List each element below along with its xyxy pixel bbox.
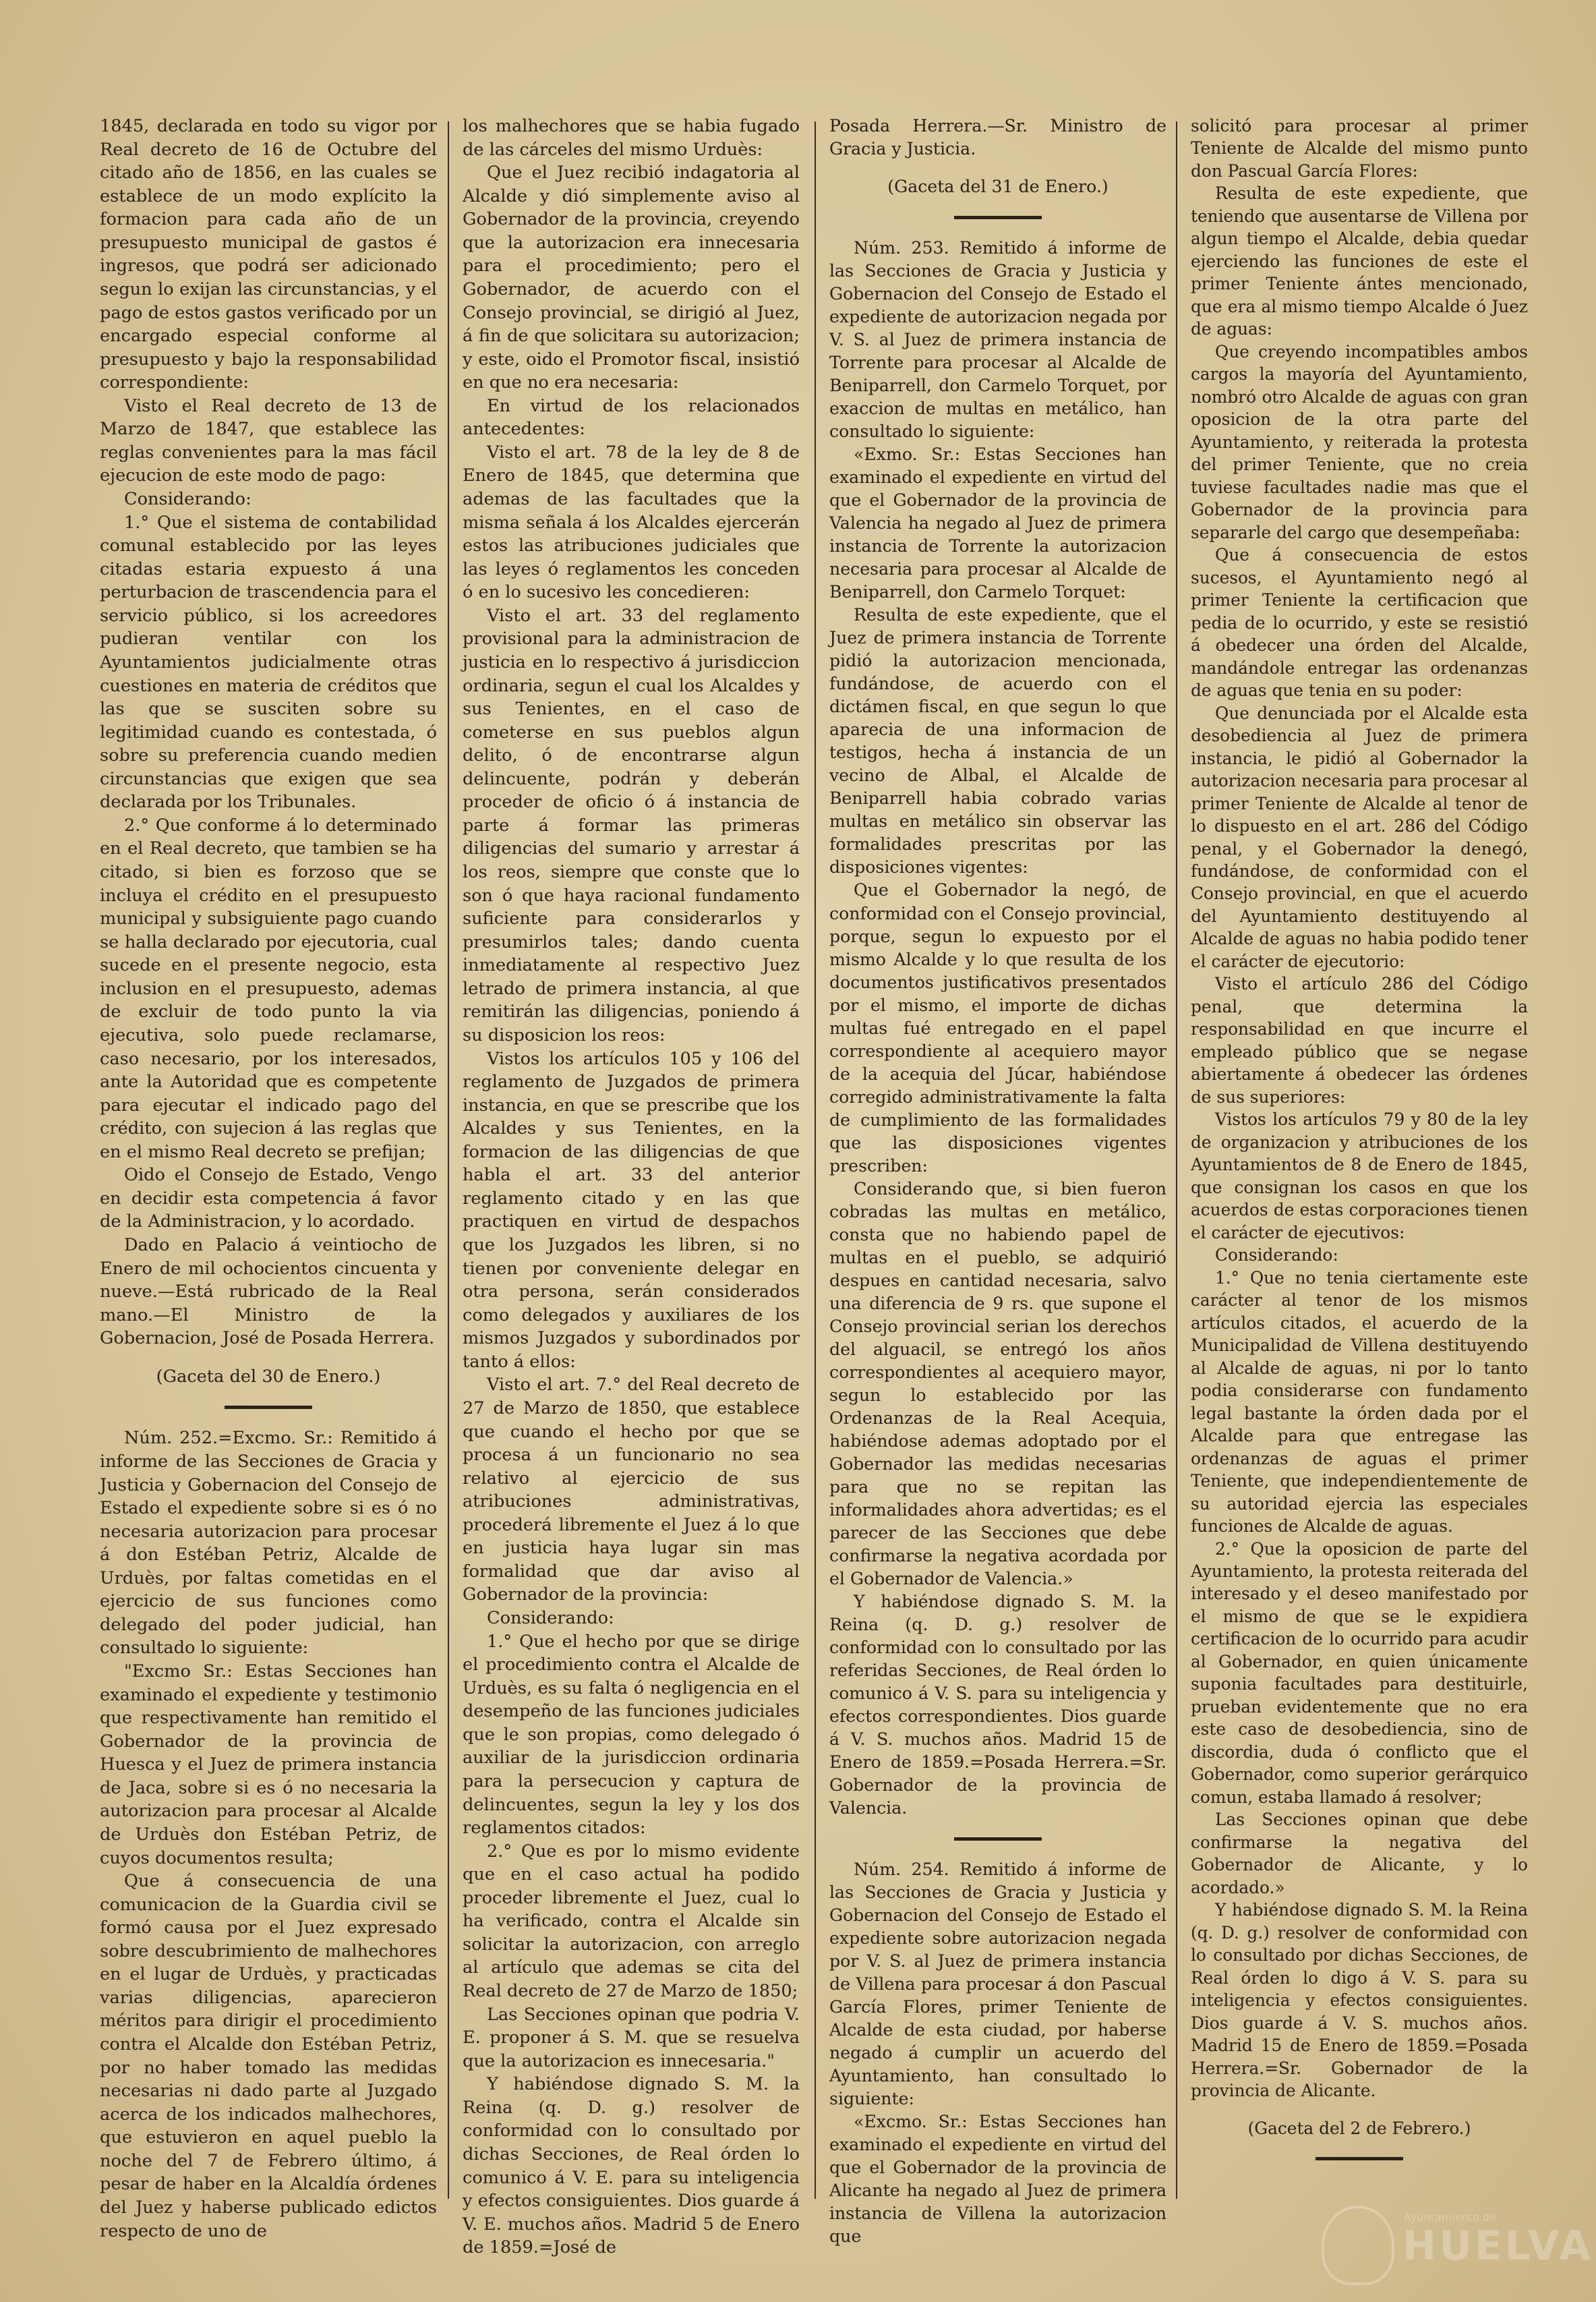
paragraph: "Excmo Sr.: Estas Secciones han examinado el expediente y testimonio que respectivamente han remitido el Gobernador de la provincia de Huesca y el Juez de primera instancia de Jaca, sobre si es ó no necesaria la autorizacion para procesar al Alcalde de Urduès don Estéban Petriz, de cuyos documentos resulta; (100, 1661, 437, 1868)
gazette-citation: (Gaceta del 30 de Enero.) (156, 1366, 381, 1387)
paragraph: Las Secciones opinan que debe confirmarse la negativa del Gobernador de Alicante, y lo acordado.» (1191, 1810, 1528, 1897)
paragraph: Posada Herrera.—Sr. Ministro de Gracia y Justicia. (829, 116, 1166, 159)
paragraph: Vistos los artículos 105 y 106 del reglamento de Juzgados de primera instancia, en que se prescribe que los Alcaldes y sus Tenientes, en la formacion de las diligencias de que habla el art. 33 del anterior reglamento citado y en las que practiquen en virtud de despachos que los Juzgados les libren, si no tienen por conveniente delegar en otra persona, serán considerados como delegados y auxiliares de los mismos Juzgados y subordinados por tanto á ellos: (463, 1048, 800, 1372)
paragraph: Núm. 254. Remitido á informe de las Secciones de Gracia y Justicia y Gobernacion del Consejo de Estado el expediente sobre autorizacion negada por V. S. al Juez de primera instancia de Villena para procesar á don Pascual García Flores, primer Teniente de Alcalde de esta ciudad, por haberse negado á cumplir un acuerdo del Ayuntamiento, han consultado lo siguiente: (829, 1860, 1166, 2109)
city-seal-icon (1322, 2206, 1394, 2285)
paragraph: Que á consecuencia de estos sucesos, el Ayuntamiento negó al primer Teniente la certificacion que pedia de lo ocurrido, y este se resistió á obedecer una órden del Alcalde, mandándole entregar las ordenanzas de aguas que tenia en su poder: (1191, 545, 1528, 701)
paragraph: Que denunciada por el Alcalde esta desobediencia al Juez de primera instancia, le pidió al Gobernador la autorizacion necesaria para procesar al primer Teniente de Alcalde al tenor de lo dispuesto en el art. 286 del Código penal, y el Gobernador la denegó, fundándose, de conformidad con el Consejo provincial, en que el acuerdo del Ayuntamiento destituyendo al Alcalde de aguas no habia podido tener el carácter de ejecutorio: (1191, 703, 1528, 971)
paragraph: Que creyendo incompatibles ambos cargos la mayoría del Ayuntamiento, nombró otro Alcalde de aguas con gran oposicion de la otra parte del Ayuntamiento, y reiterada la protesta del primer Teniente, que no creia tuviese facultades nadie mas que el Gobernador de la provincia para separarle del cargo que desempeñaba: (1191, 341, 1528, 542)
paragraph: Considerando que, si bien fueron cobradas las multas en metálico, consta que no habiendo papel de multas en el pueblo, se adquirió despues en cantidad necesaria, salvo una diferencia de 9 rs. que supone el Consejo provincial serian los derechos del alguacil, se entregó los años correspondientes al acequiero mayor, segun lo establecido por las Ordenanzas de la Real Acequia, habiéndose ademas adoptado por el Gobernador las medidas necesarias para que no se repitan las informalidades ahora advertidas; es el parecer de las Secciones que debe confirmarse la negativa acordada por el Gobernador de Valencia.» (829, 1178, 1166, 1588)
column-divider (815, 121, 816, 2199)
paragraph: Vistos los artículos 79 y 80 de la ley de organizacion y atribuciones de los Ayuntamientos de 8 de Enero de 1845, que consignan los casos en que los acuerdos de estas corporaciones tienen el carácter de ejecutivos: (1191, 1110, 1528, 1242)
paragraph: Visto el artículo 286 del Código penal, que determina la responsabilidad en que incurre el empleado público que se negase abiertamente á obedecer las órdenes de sus superiores: (1191, 974, 1528, 1107)
paragraph: los malhechores que se habia fugado de las cárceles del mismo Urduès: (463, 116, 800, 160)
paragraph: Las Secciones opinan que podria V. E. proponer á S. M. que se resuelva que la autorizacion es innecesaria." (463, 2004, 800, 2071)
paragraph: Y habiéndose dignado S. M. la Reina (q. D. g.) resolver de conformidad con lo consultado por dichas Secciones, de Real órden lo digo á V. S. para su inteligencia y efectos consiguientes. Dios guarde á V. S. muchos años. Madrid 15 de Enero de 1859.=Posada Herrera.=Sr. Gobernador de la provincia de Alicante. (1191, 1900, 1528, 2101)
watermark-subtitle: Ayuntamiento de (1404, 2211, 1496, 2224)
paragraph: 1845, declarada en todo su vigor por Real decreto de 16 de Octubre del citado año de 1856, en las cuales se establece de un modo explícito la formacion para cada año de un presupuesto municipal de gastos é ingresos, que podrá ser adicionado segun lo exijan las circunstancias, y el pago de estos gastos verificado por un encargado especial conforme al presupuesto y bajo la responsabilidad correspondiente: (100, 116, 437, 393)
section-rule (954, 216, 1042, 219)
paragraph: Que el Juez recibió indagatoria al Alcalde y dió simplemente aviso al Gobernador de la provincia, creyendo que la autorizacion era innecesaria para el procedimiento; pero el Gobernador, de acuerdo con el Consejo provincial, se dirigió al Juez, á fin de que solicitara su autorizacion; y este, oido el Promotor fiscal, insistió en que no era necesaria: (463, 163, 800, 393)
text-column-2 (463, 115, 800, 2260)
paragraph: Visto el art. 7.° del Real decreto de 27 de Marzo de 1850, que establece que cuando el hecho por que se procesa á un funcionario no sea relativo al ejercicio de sus atribuciones administrativas, procederá libremente el Juez á lo que en justicia haya lugar sin mas formalidad que dar aviso al Gobernador de la provincia: (463, 1375, 800, 1605)
text-column-4 (1191, 115, 1528, 2178)
text-column-1 (100, 115, 437, 2243)
paragraph: 2.° Que la oposicion de parte del Ayuntamiento, la protesta reiterada del interesado y el deseo manifestado por el mismo de que se le expidiera certificacion de lo ocurrido para acudir al Gobernador, en quien únicamente suponia facultades para destituirle, prueban evidentemente que no era este caso de desobediencia, sino de discordia, duda ó conflicto que el Gobernador, como superior gerárquico comun, estaba llamado á resolver; (1191, 1538, 1528, 1807)
paragraph: 1.° Que el sistema de contabilidad comunal establecido por las leyes citadas estaria expuesto á una perturbacion de trascendencia para el servicio público, si los acreedores pudieran ventilar con los Ayuntamientos judicialmente otras cuestiones en materia de créditos que las que se susciten sobre su legitimidad cuando es contestada, ó sobre su preferencia cuando medien circunstancias que exigen que sea declarada por los Tribunales. (100, 512, 437, 813)
section-rule (954, 1837, 1042, 1841)
paragraph: Dado en Palacio á veintiocho de Enero de mil ochocientos cincuenta y nueve.—Está rubricado de la Real mano.—El Ministro de la Gobernacion, José de Posada Herrera. (100, 1235, 437, 1349)
paragraph: Visto el art. 33 del reglamento provisional para la administracion de justicia en lo respectivo á jurisdiccion ordinaria, segun el cual los Alcaldes y sus Tenientes, en el caso de cometerse en sus pueblos algun delito, ó de encontrarse algun delincuente, podrán y deberán proceder de oficio ó á instancia de parte á formar las primeras diligencias del sumario y arrestar á los reos, siempre que conste que lo son ó que haya racional fundamento suficiente para considerarlos y presumirlos tales; dando cuenta inmediatamente al respectivo Juez letrado de primera instancia, al que remitirán las diligencias, poniendo á su disposicion los reos: (463, 605, 800, 1045)
section-rule (225, 1406, 312, 1409)
gazette-citation: (Gaceta del 31 de Enero.) (887, 177, 1109, 197)
paragraph: Considerando: (124, 489, 252, 509)
archive-watermark (1315, 2192, 1593, 2286)
paragraph: Núm. 253. Remitido á informe de las Secciones de Gracia y Justicia y Gobernacion del Consejo de Estado el expediente de autorizacion negada por V. S. al Juez de primera instancia de Torrente para procesar al Alcalde de Beniparrell, don Carmelo Torquet, por exaccion de multas en metálico, han consultado lo siguiente: (829, 238, 1166, 442)
column-divider (1176, 121, 1177, 2199)
paragraph: Visto el Real decreto de 13 de Marzo de 1847, que establece las reglas convenientes para la mas fácil ejecucion de este modo de pago: (100, 395, 437, 486)
gazette-citation: (Gaceta del 2 de Febrero.) (1247, 2118, 1471, 2138)
paragraph: Considerando: (487, 1608, 614, 1628)
paragraph: Oido el Consejo de Estado, Vengo en decidir esta competencia á favor de la Administracion, y lo acordado. (100, 1165, 437, 1232)
paragraph: «Exmo. Sr.: Estas Secciones han examinado el expediente en virtud del que el Gobernador de la provincia de Valencia ha negado al Juez de primera instancia de Torrente la autorizacion necesaria para procesar al Alcalde de Beniparrell, don Carmelo Torquet: (829, 444, 1166, 602)
paragraph: En virtud de los relacionados antecedentes: (463, 395, 800, 440)
paragraph: Que el Gobernador la negó, de conformidad con el Consejo provincial, porque, segun lo expuesto por el mismo Alcalde y lo que resulta de los documentos justificativos presentados por el mismo, el importe de dichas multas fué entregado en el papel correspondiente al acequiero mayor de la acequia del Júcar, habiéndose corregido administrativamente la falta de cumplimiento de las formalidades que las disposiciones vigentes prescriben: (829, 880, 1166, 1176)
paragraph: Resulta de este expediente, que el Juez de primera instancia de Torrente pidió la autorizacion mencionada, fundándose, de acuerdo con el dictámen fiscal, en que segun lo que aparecia de una informacion de testigos, hecha á instancia de un vecino de Albal, el Alcalde de Beniparrell habia cobrado varias multas en metálico sin observar las formalidades prescritas por las disposiciones vigentes: (829, 605, 1166, 877)
paragraph: 1.° Que el hecho por que se dirige el procedimiento contra el Alcalde de Urduès, es su falta ó negligencia en el desempeño de las funciones judiciales que le son propias, como delegado ó auxiliar de la jurisdiccion ordinaria para la persecucion y captura de delincuentes, segun la ley y los dos reglamentos citados: (463, 1631, 800, 1839)
paragraph: solicitó para procesar al primer Teniente de Alcalde del mismo punto don Pascual García Flores: (1191, 116, 1528, 181)
column-divider (448, 121, 449, 2199)
paragraph: 2.° Que es por lo mismo evidente que en el caso actual ha podido proceder libremente el Juez, cual lo ha verificado, contra el Alcalde sin solicitar la autorizacion, con arreglo al artículo que ademas se cita del Real decreto de 27 de Marzo de 1850; (463, 1841, 800, 2001)
paragraph: Visto el art. 78 de la ley de 8 de Enero de 1845, que determina que ademas de las facultades que la misma señala á los Alcaldes ejercerán estos las atribuciones judiciales que las leyes ó reglamentos les conceden ó en lo sucesivo les concedieren: (463, 442, 800, 603)
paragraph: Núm. 252.=Excmo. Sr.: Remitido á informe de las Secciones de Gracia y Justicia y Gobernacion del Consejo de Estado el expediente sobre si es ó no necesaria autorizacion para procesar á don Estéban Petriz, Alcalde de Urduès, por faltas cometidas en el ejercicio de sus funciones como delegado del poder judicial, han consultado lo siguiente: (100, 1428, 437, 1659)
paragraph: Y habiéndose dignado S. M. la Reina (q. D. g.) resolver de conformidad con lo consultado por dichas Secciones, de Real órden lo comunico á V. E. para su inteligencia y efectos consiguientes. Dios guarde á V. E. muchos años. Madrid 5 de Enero de 1859.=José de (463, 2074, 800, 2258)
text-column-3 (829, 115, 1166, 2248)
paragraph: Y habiéndose dignado S. M. la Reina (q. D. g.) resolver de conformidad con lo consultado por las referidas Secciones, de Real órden lo comunico á V. S. para su inteligencia y efectos correspondientes. Dios guarde á V. S. muchos años. Madrid 15 de Enero de 1859.=Posada Herrera.=Sr. Gobernador de la provincia de Valencia. (829, 1591, 1166, 1818)
paragraph: 1.° Que no tenia ciertamente este carácter al tenor de los mismos artículos citados, el acuerdo de la Municipalidad de Villena destituyendo al Alcalde de aguas, ni por lo tanto podia considerarse con fundamento legal bastante la órden dada por el Alcalde para que entregase las ordenanzas de aguas el primer Teniente, que independientemente de su autoridad ejercia las especiales funciones de Alcalde de aguas. (1191, 1267, 1528, 1536)
paragraph: Que á consecuencia de una comunicacion de la Guardia civil se formó causa por el Juez expresado sobre descubrimiento de malhechores en el lugar de Urduès, y practicadas varias diligencias, aparecieron méritos para dirigir el procedimiento contra el Alcalde don Estéban Petriz, por no haber tomado las medidas necesarias ni dado parte al Juzgado acerca de los indicados malhechores, que estuvieron en aquel pueblo la noche del 7 de Febrero último, á pesar de haber en la Alcaldía órdenes del Juez y haberse publicado edictos respecto de uno de (100, 1871, 437, 2241)
watermark-name: HUELVA (1402, 2222, 1593, 2270)
section-rule (1316, 2157, 1403, 2160)
paragraph: «Excmo. Sr.: Estas Secciones han examinado el expediente en virtud del que el Gobernador de la provincia de Alicante ha negado al Juez de primera instancia de Villena la autorizacion que (829, 2112, 1166, 2247)
paragraph: Resulta de este expediente, que teniendo que ausentarse de Villena por algun tiempo el Alcalde, debia quedar ejerciendo las funciones de este el primer Teniente ántes mencionado, que era al mismo tiempo Alcalde ó Juez de aguas: (1191, 183, 1528, 339)
paragraph: 2.° Que conforme á lo determinado en el Real decreto, que tambien se ha citado, si bien es forzoso que se incluya el crédito en el presupuesto municipal y subsiguiente pago cuando se halla declarado por ejecutoria, cual sucede en el presente negocio, esta inclusion en el presupuesto, ademas de excluir de todo punto la via ejecutiva, solo puede reclamarse, caso necesario, por los interesados, ante la Autoridad que es competente para ejecutar el indicado pago del crédito, con sujecion á las reglas que en el mismo Real decreto se prefijan; (100, 815, 437, 1162)
paragraph: Considerando: (1215, 1245, 1338, 1265)
